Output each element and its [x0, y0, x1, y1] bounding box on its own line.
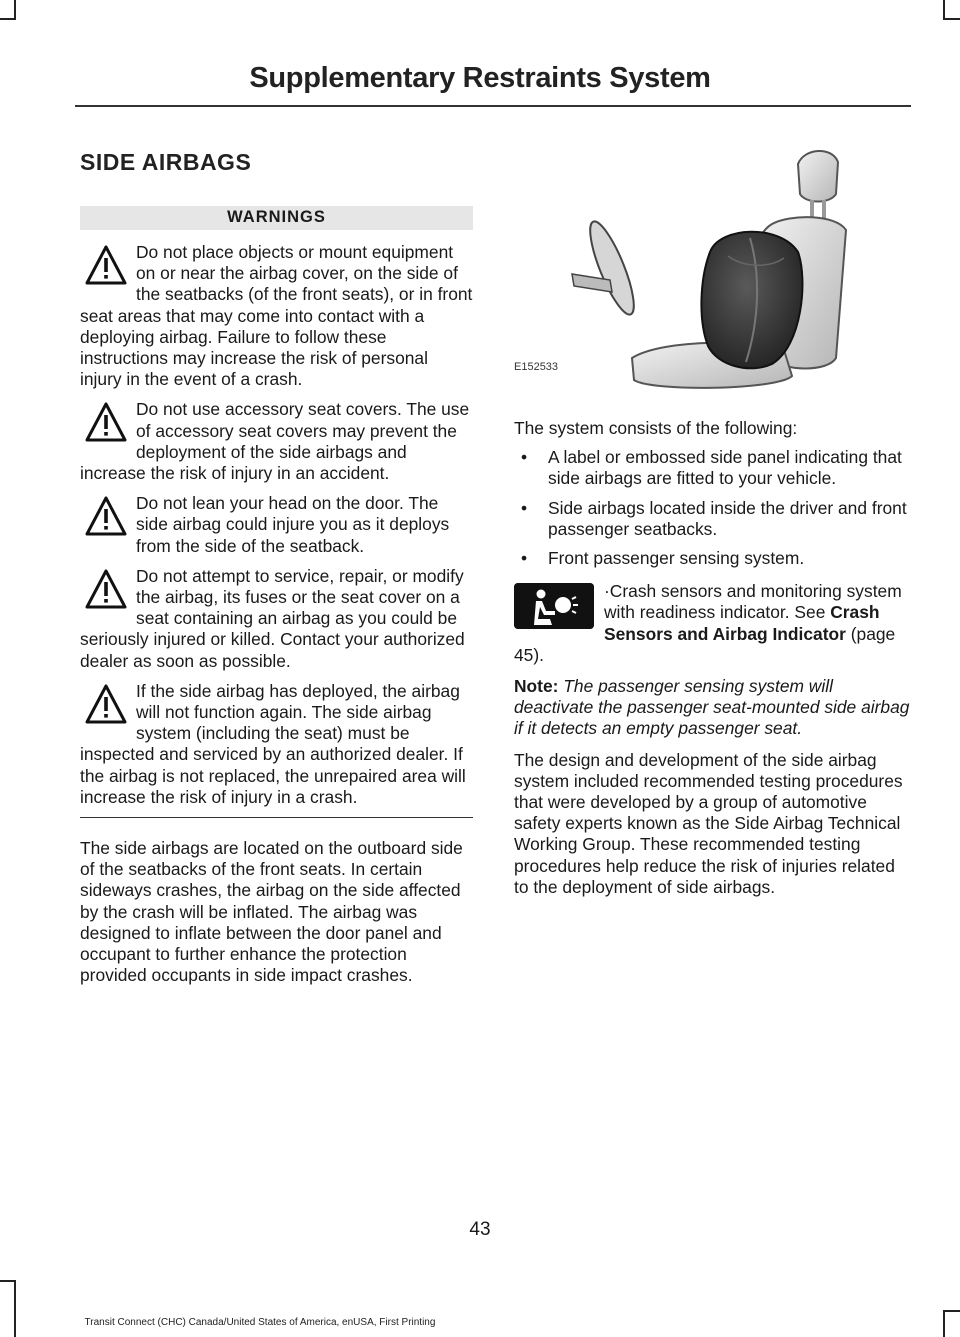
warning-text: Do not lean your head on the door. The side airbag could injure you as it deploys from the side of the seatback.: [136, 493, 450, 556]
right-column: [514, 140, 910, 898]
warning-item: [80, 566, 473, 672]
bullet-symbol: •: [521, 497, 528, 518]
list-item: [514, 498, 910, 540]
list-item-text: A label or embossed side panel indicating that side airbags are fitted to your vehicle.: [548, 447, 902, 489]
location-paragraph: The side airbags are located on the outboard side of the seatbacks of the front seats. In certain sideways crashes, the airbag on the side affected by the crash will be inflated. The airbag was designed to inflate between the door panel and occupant to further enhance the protection provided occupants in side impact crashes.: [80, 838, 463, 986]
warnings-header: WARNINGS: [80, 206, 473, 230]
note-paragraph: [514, 676, 910, 740]
crop-mark: [944, 18, 960, 20]
crop-mark: [944, 1310, 960, 1312]
warning-triangle-icon: [84, 495, 128, 537]
warning-text: If the side airbag has deployed, the airbag will not function again. The side airbag system (including the seat) must be inspected and serviced by an authorized dealer. If the airbag is not replaced, the unrepaired area will increase the risk of injury in a crash.: [80, 680, 466, 807]
note-label: Note:: [514, 676, 559, 697]
page-header-title: Supplementary Restraints System: [249, 62, 711, 94]
warning-item: [80, 399, 473, 484]
warning-triangle-icon: [84, 244, 128, 286]
system-intro: The system consists of the following:: [514, 418, 798, 438]
page-number: 43: [469, 1219, 491, 1240]
system-components-list: [514, 447, 910, 569]
crop-mark: [14, 0, 16, 20]
warning-text: Do not attempt to service, repair, or modify the airbag, its fuses or the seat cover on a seat containing an airbag as you could be seriously injured or killed. Contact your authorized dealer as soon as possible.: [80, 565, 465, 671]
footer-text: Transit Connect (CHC) Canada/United States of America, enUSA, First Printing: [84, 1317, 436, 1328]
warning-triangle-icon: [84, 401, 128, 443]
list-item-text: Front passenger sensing system.: [548, 548, 805, 569]
warning-triangle-icon: [84, 683, 128, 725]
crash-sensor-item: [514, 581, 910, 666]
warning-item: [80, 493, 473, 557]
section-title: SIDE AIRBAGS: [80, 149, 252, 175]
left-column: [80, 140, 473, 987]
crash-sensor-link[interactable]: Crash Sensors and Airbag Indicator: [604, 602, 880, 644]
figure-code: E152533: [514, 361, 559, 373]
header-divider: [75, 105, 911, 107]
warnings-divider: [80, 817, 473, 818]
crop-mark: [943, 0, 945, 20]
design-paragraph: The design and development of the side airbag system included recommended testing procedures that were developed by a group of automotive safety experts known as the Side Airbag Technical Working Group. These recommended testing procedures help reduce the risk of injuries related to the deployment of side airbags.: [514, 749, 903, 897]
warning-item: [80, 242, 473, 390]
warning-text: Do not place objects or mount equipment on or near the airbag cover, on the side of the seatbacks (of the front seats), or in front seat areas that may come into contact with a deploying airbag. Failure to follow these instructions may increase the risk of personal injury in the event of a crash.: [80, 242, 473, 390]
warning-triangle-icon: [84, 568, 128, 610]
warning-text: Do not use accessory seat covers. The use of accessory seat covers may prevent the deployment of the side airbags and increase the risk of injury in an accident.: [80, 399, 470, 484]
crop-mark: [14, 1280, 16, 1337]
crash-sensor-text: ·Crash sensors and monitoring system with readiness indicator. See: [604, 581, 902, 623]
crop-mark: [0, 18, 16, 20]
crash-sensor-page-ref: (page 45).: [514, 623, 896, 665]
side-airbag-figure: [514, 140, 910, 402]
list-item-text: Side airbags located inside the driver and front passenger seatbacks.: [548, 497, 907, 539]
warning-item: [80, 681, 473, 808]
crop-mark: [943, 1310, 945, 1337]
bullet-symbol: •: [521, 447, 528, 468]
bullet-symbol: •: [521, 548, 528, 569]
list-item: [514, 447, 910, 489]
seat-airbag-illustration: [514, 140, 910, 402]
list-item: [514, 548, 910, 569]
note-text: The passenger sensing system will deactivate the passenger seat-mounted side airbag if it detects an empty passenger seat.: [514, 676, 910, 739]
warnings-list: [80, 242, 473, 808]
airbag-indicator-icon: [514, 583, 594, 629]
crop-mark: [0, 1280, 16, 1282]
